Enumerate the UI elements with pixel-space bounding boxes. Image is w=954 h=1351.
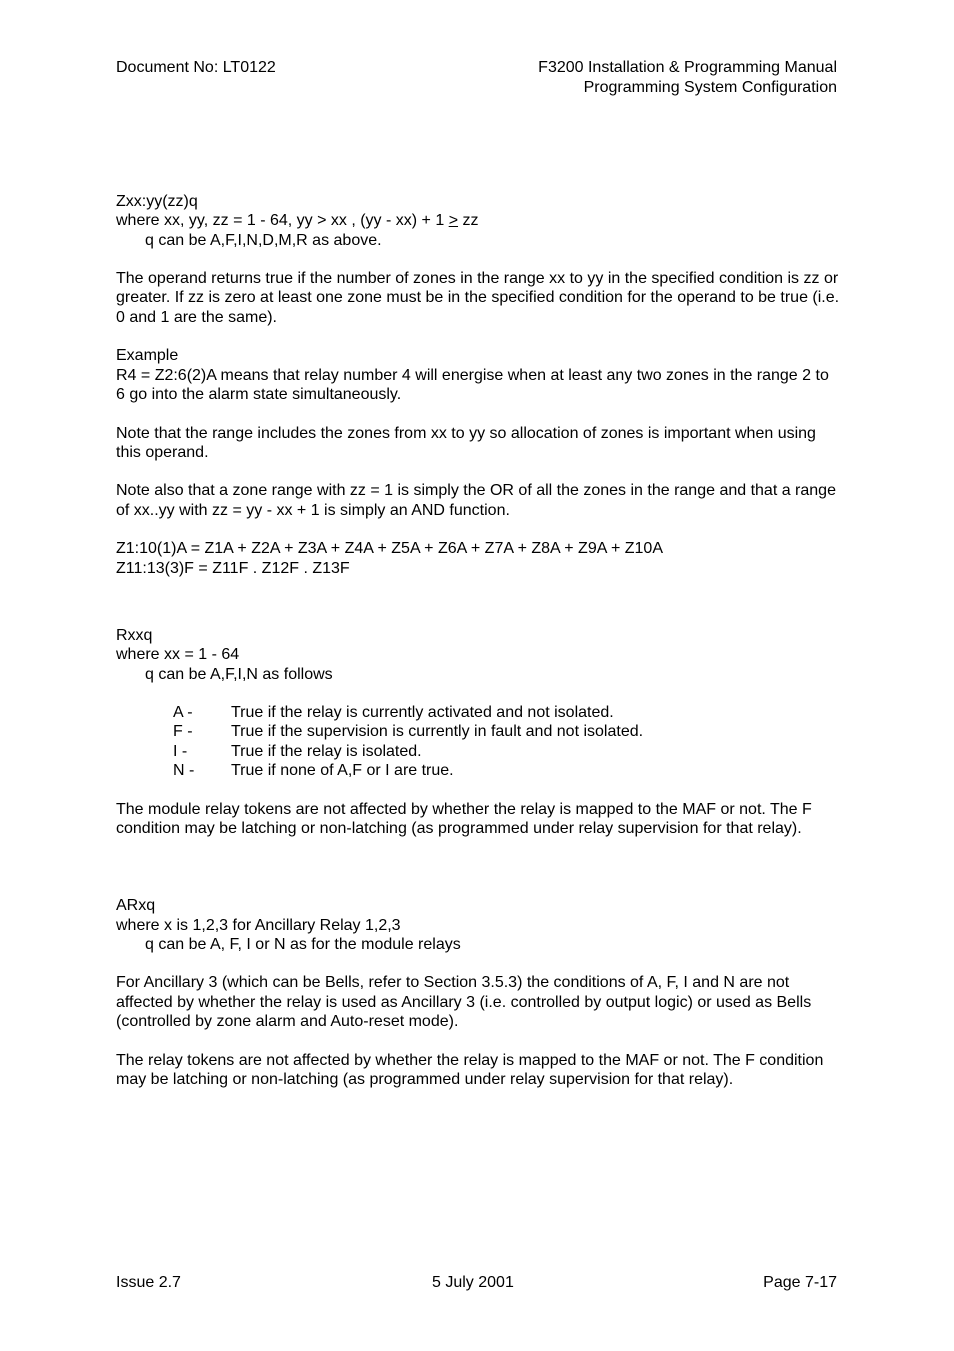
list-item <box>116 761 842 780</box>
ancillary-section <box>116 896 842 1089</box>
document-number: Document No: LT0122 <box>116 59 276 76</box>
relay-q-line: q can be A,F,I,N as follows <box>145 665 333 683</box>
condition-code: F - <box>173 723 193 741</box>
zone-range-section <box>116 192 842 578</box>
issue-date: 5 July 2001 <box>432 1274 514 1291</box>
page-footer <box>116 1274 837 1294</box>
ancillary-syntax: ARxq <box>116 897 156 915</box>
ancillary-maf-note: The relay tokens are not affected by whether the relay is mapped to the MAF or not. The F condition may be latching or non-latching (as programmed under relay supervision for that relay). <box>116 1051 824 1088</box>
condition-code: A - <box>173 704 193 722</box>
page-body <box>116 192 842 1089</box>
condition-description: True if the relay is currently activated and not isolated. <box>231 704 614 722</box>
zone-range-description: The operand returns true if the number of zones in the range xx to yy in the specified condition is zz or greater. If zz is zero at least one zone must be in the specified condition for the operand to be true (i.e. 0 and 1 are the same). <box>116 270 840 326</box>
issue-number: Issue 2.7 <box>116 1274 181 1291</box>
greater-or-equal-symbol: > <box>448 212 459 230</box>
formula-and: Z11:13(3)F = Z11F . Z12F . Z13F <box>116 559 350 577</box>
range-note: Note that the range includes the zones from xx to yy so allocation of zones is important when using this operand. <box>116 424 816 461</box>
list-item <box>116 722 842 741</box>
relay-condition-list <box>116 703 842 780</box>
zone-range-syntax: Zxx:yy(zz)q <box>116 193 198 210</box>
condition-description: True if the relay is isolated. <box>231 742 422 760</box>
relay-maf-note: The module relay tokens are not affected by whether the relay is mapped to the MAF or not. The F condition may be latching or non-latching (as programmed under relay supervision for that relay). <box>116 800 812 837</box>
relay-syntax: Rxxq <box>116 626 153 644</box>
zone-range-where <box>116 211 842 230</box>
example-text: R4 = Z2:6(2)A means that relay number 4 will energise when at least any two zones in the range 2 to 6 go into the alarm state simultaneously. <box>116 366 829 403</box>
or-and-note: Note also that a zone range with zz = 1 is simply the OR of all the zones in the range and that a range of xx..yy with zz = yy - xx + 1 is simply an AND function. <box>116 482 836 519</box>
page-header <box>538 58 837 97</box>
condition-description: True if the supervision is currently in fault and not isolated. <box>231 723 644 741</box>
formula-or: Z1:10(1)A = Z1A + Z2A + Z3A + Z4A + Z5A + Z6A + Z7A + Z8A + Z9A + Z10A <box>116 540 663 558</box>
list-item <box>116 703 842 722</box>
page-number: Page 7-17 <box>763 1274 837 1291</box>
ancillary-bells-note: For Ancillary 3 (which can be Bells, refer to Section 3.5.3) the conditions of A, F, I and N are not affected by whether the relay is used as Ancillary 3 (i.e. controlled by output logic) or used as Bells (controlled by zone alarm and Auto-reset mode). <box>116 974 812 1030</box>
condition-code: I - <box>173 742 188 760</box>
condition-code: N - <box>173 762 195 780</box>
relay-section <box>116 626 842 838</box>
condition-description: True if none of A,F or I are true. <box>231 762 454 780</box>
ancillary-q-line: q can be A, F, I or N as for the module relays <box>145 935 461 953</box>
ancillary-where: where x is 1,2,3 for Ancillary Relay 1,2,3 <box>116 916 401 934</box>
zone-range-where-suffix: zz <box>458 212 479 230</box>
zone-range-q-line: q can be A,F,I,N,D,M,R as above. <box>145 231 382 249</box>
list-item <box>116 742 842 761</box>
manual-title: F3200 Installation & Programming Manual <box>538 59 837 76</box>
section-gap <box>116 578 842 626</box>
zone-range-where-prefix: where xx, yy, zz = 1 - 64, yy > xx , (yy - xx) + 1 <box>116 212 449 230</box>
example-heading: Example <box>116 347 179 365</box>
relay-where: where xx = 1 - 64 <box>116 646 240 664</box>
section-gap <box>116 838 842 896</box>
section-title: Programming System Configuration <box>583 78 837 96</box>
